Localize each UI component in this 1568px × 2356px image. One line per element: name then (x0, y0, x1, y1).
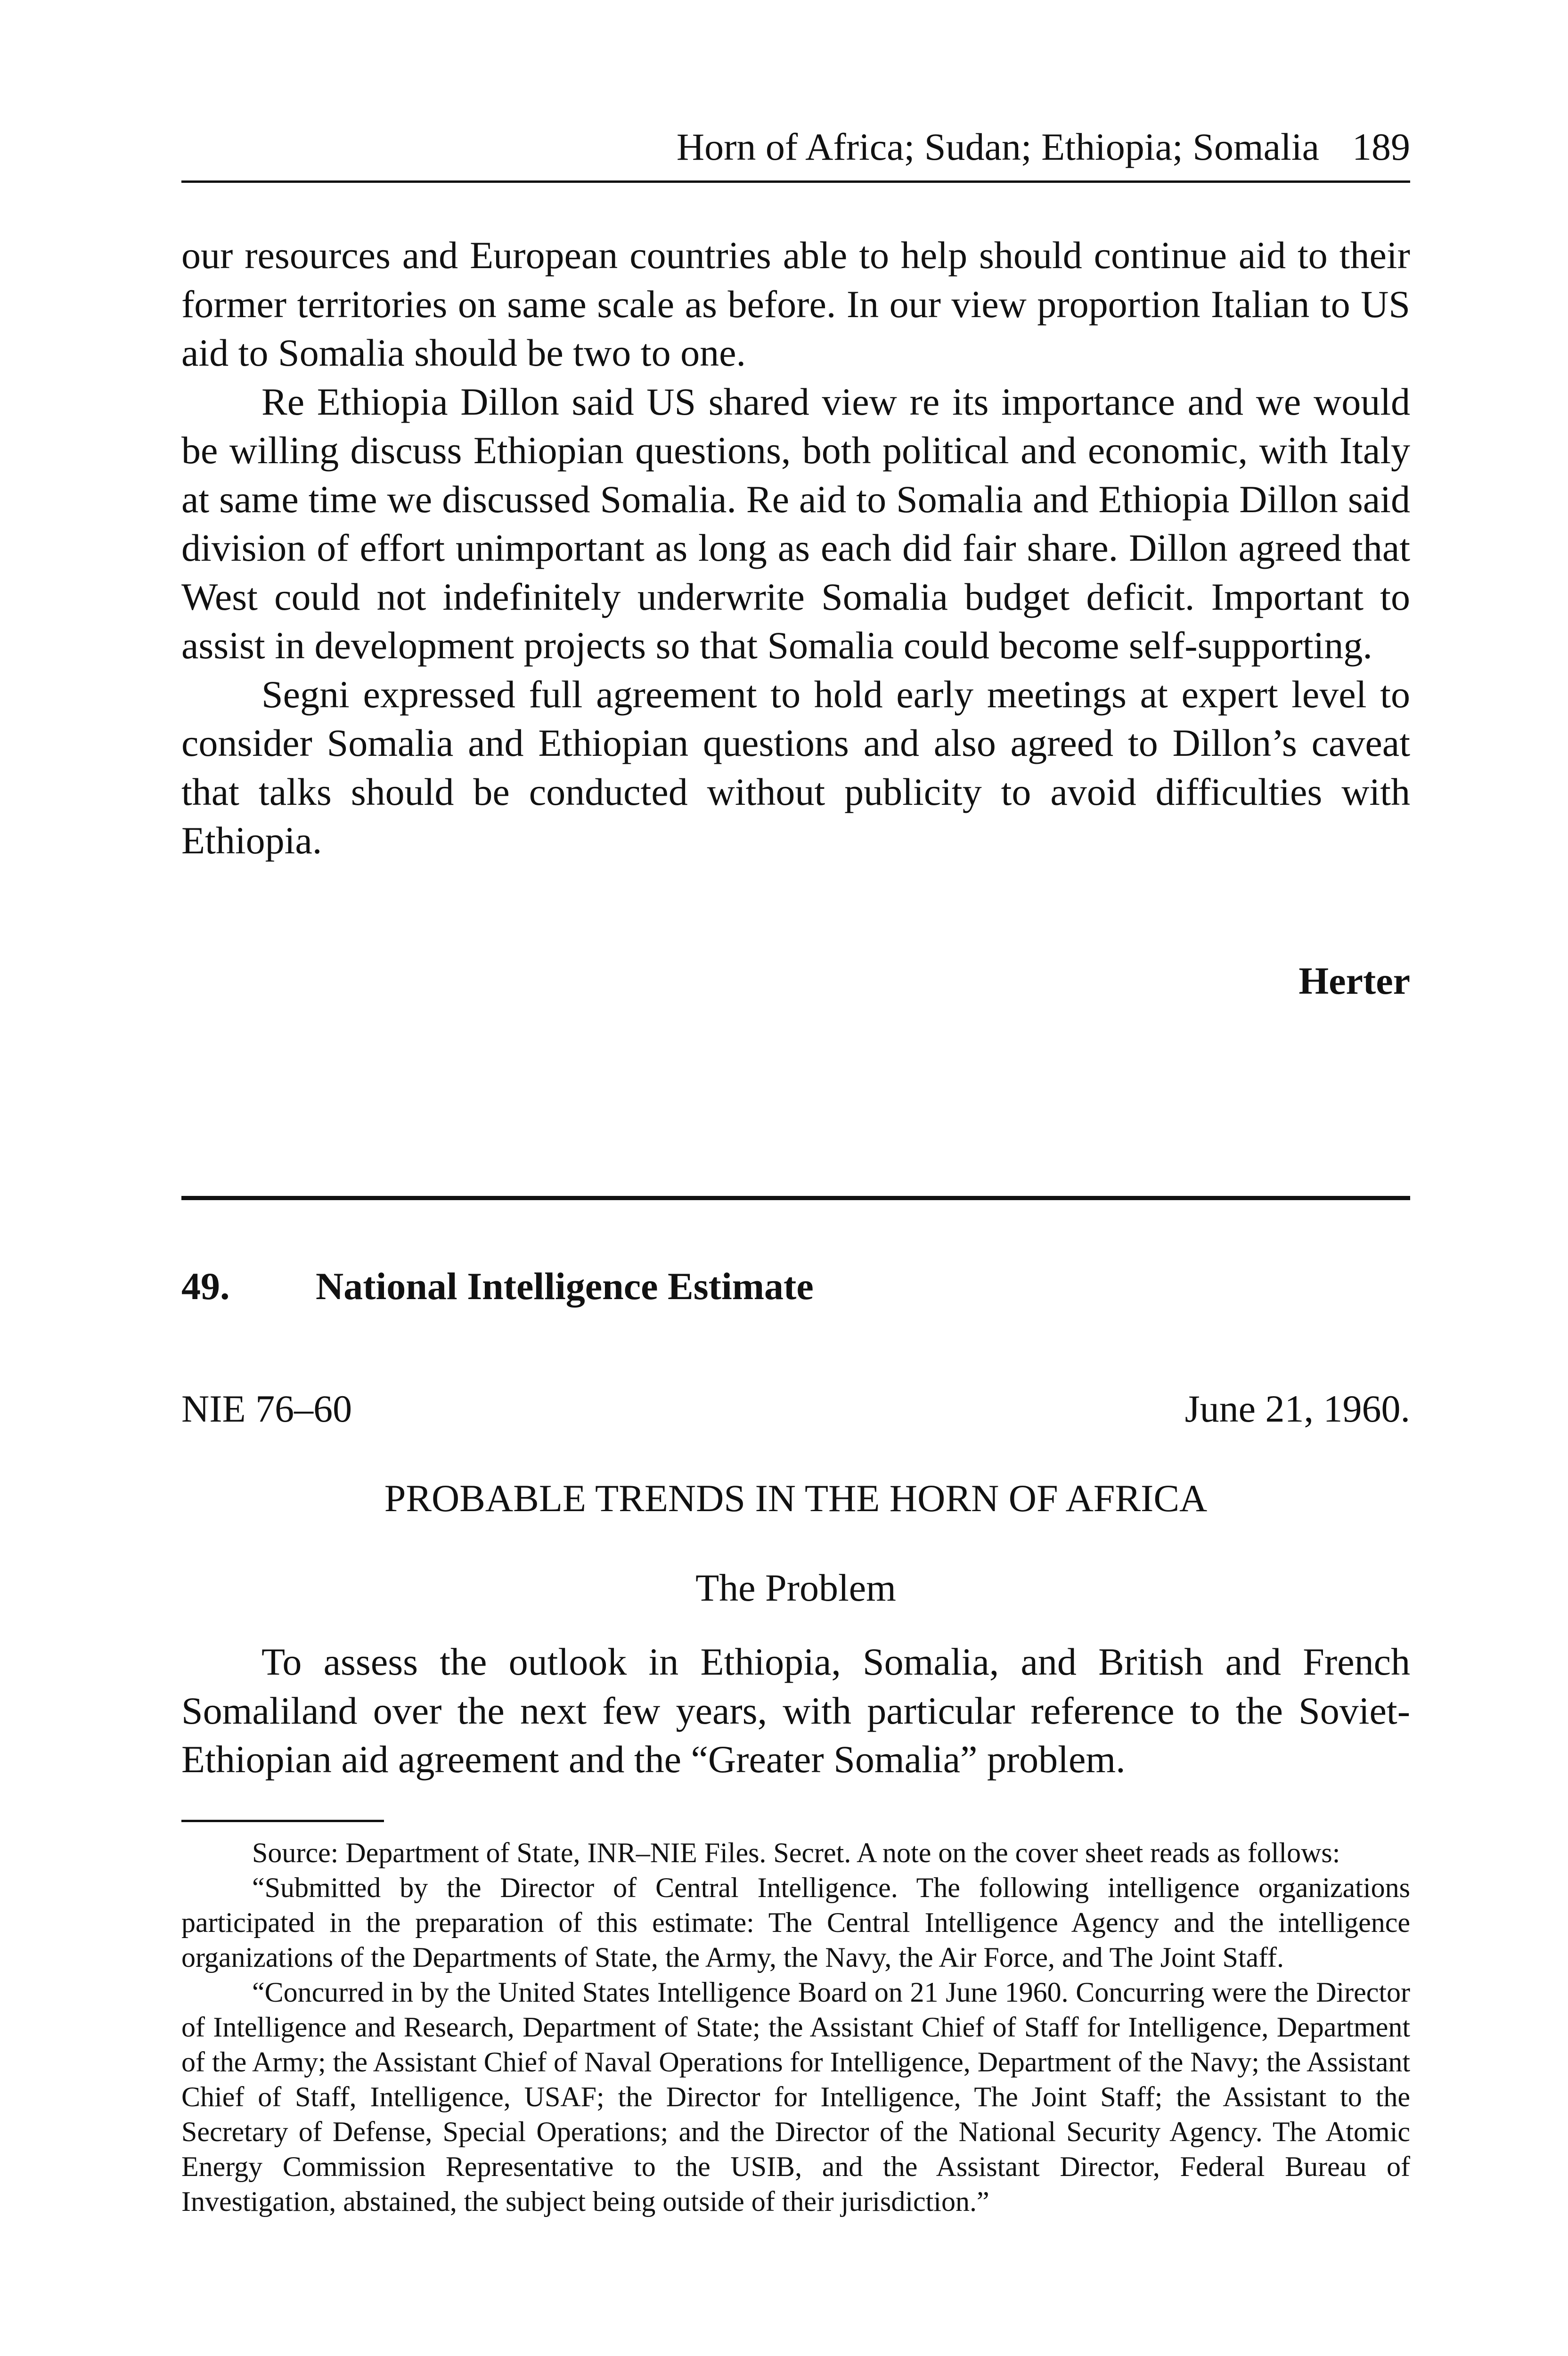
document-designation: NIE 76–60 (181, 1387, 352, 1430)
footnote-rule (181, 1820, 384, 1822)
footnote-paragraph-3: “Concurred in by the United States Intelligence Board on 21 June 1960. Concurring were the Director of Intelligence and Research, Department of State; the Assistant Chief of Staff for Intelligence, Department of the Army; the Assistant Chief of Naval Operations for Intelligence, Department of the Navy; the Assistant Chief of Staff, Intelligence, USAF; the Director for Intelligence, The Joint Staff; the Assistant to the Secretary of Defense, Special Operations; and the Director of the National Security Agency. The Atomic Energy Commission Representative to the USIB, and the Assistant Director, Federal Bureau of Investigation, abstained, the subject being outside of their jurisdiction.” (181, 1977, 1410, 2217)
footnote-paragraph-2: “Submitted by the Director of Central Intelligence. The following intelligence organizations participated in the preparation of this estimate: The Central Intelligence Agency and the intelligence organizations of the Departments of State, the Army, the Navy, the Air Force, and The Joint Staff. (181, 1872, 1410, 1973)
document-number: 49. (181, 1265, 230, 1308)
problem-paragraph: To assess the outlook in Ethiopia, Somalia, and British and French Somaliland over the next few years, with particular reference to the Soviet-Ethiopian aid agreement and the “Greater Somalia” problem. (181, 1640, 1410, 1781)
body-paragraph-1: our resources and European countries able to help should continue aid to their former territories on same scale as before. In our view proportion Italian to US aid to Somalia should be two to one. (181, 234, 1410, 374)
body-paragraph-2: Re Ethiopia Dillon said US shared view re its importance and we would be willing discuss Ethiopian questions, both political and economic, with Italy at same time we discussed Somalia. Re aid to Somalia and Ethiopia Dillon said division of effort unimportant as long as each did fair share. Dillon agreed that West could not indefinitely underwrite Somalia budget deficit. Important to assist in development projects so that Somalia could become self-supporting. (181, 380, 1410, 667)
document-heading (181, 1263, 1410, 1310)
document-subtitle: The Problem (695, 1566, 896, 1609)
running-header (181, 123, 1410, 171)
document-meta (181, 1385, 1410, 1432)
document-title: PROBABLE TRENDS IN THE HORN OF AFRICA (384, 1477, 1208, 1520)
section-divider (181, 1196, 1410, 1200)
document-heading-title: National Intelligence Estimate (316, 1265, 814, 1308)
header-rule (181, 180, 1410, 183)
running-title: Horn of Africa; Sudan; Ethiopia; Somalia (676, 125, 1319, 168)
problem-statement (181, 1637, 1410, 1784)
footnote-paragraph-1: Source: Department of State, INR–NIE Files. Secret. A note on the cover sheet reads as follows: (252, 1837, 1340, 1868)
document-page (181, 0, 1410, 2356)
signature: Herter (1298, 959, 1410, 1002)
document-date: June 21, 1960. (1184, 1387, 1410, 1430)
footnote (181, 1835, 1410, 2219)
body-paragraph-3: Segni expressed full agreement to hold early meetings at expert level to consider Somalia and Ethiopian questions and also agreed to Dillon’s caveat that talks should be conducted without publicity to avoid difficulties with Ethiopia. (181, 672, 1410, 862)
page-number: 189 (1352, 125, 1410, 168)
body-text (181, 231, 1410, 865)
